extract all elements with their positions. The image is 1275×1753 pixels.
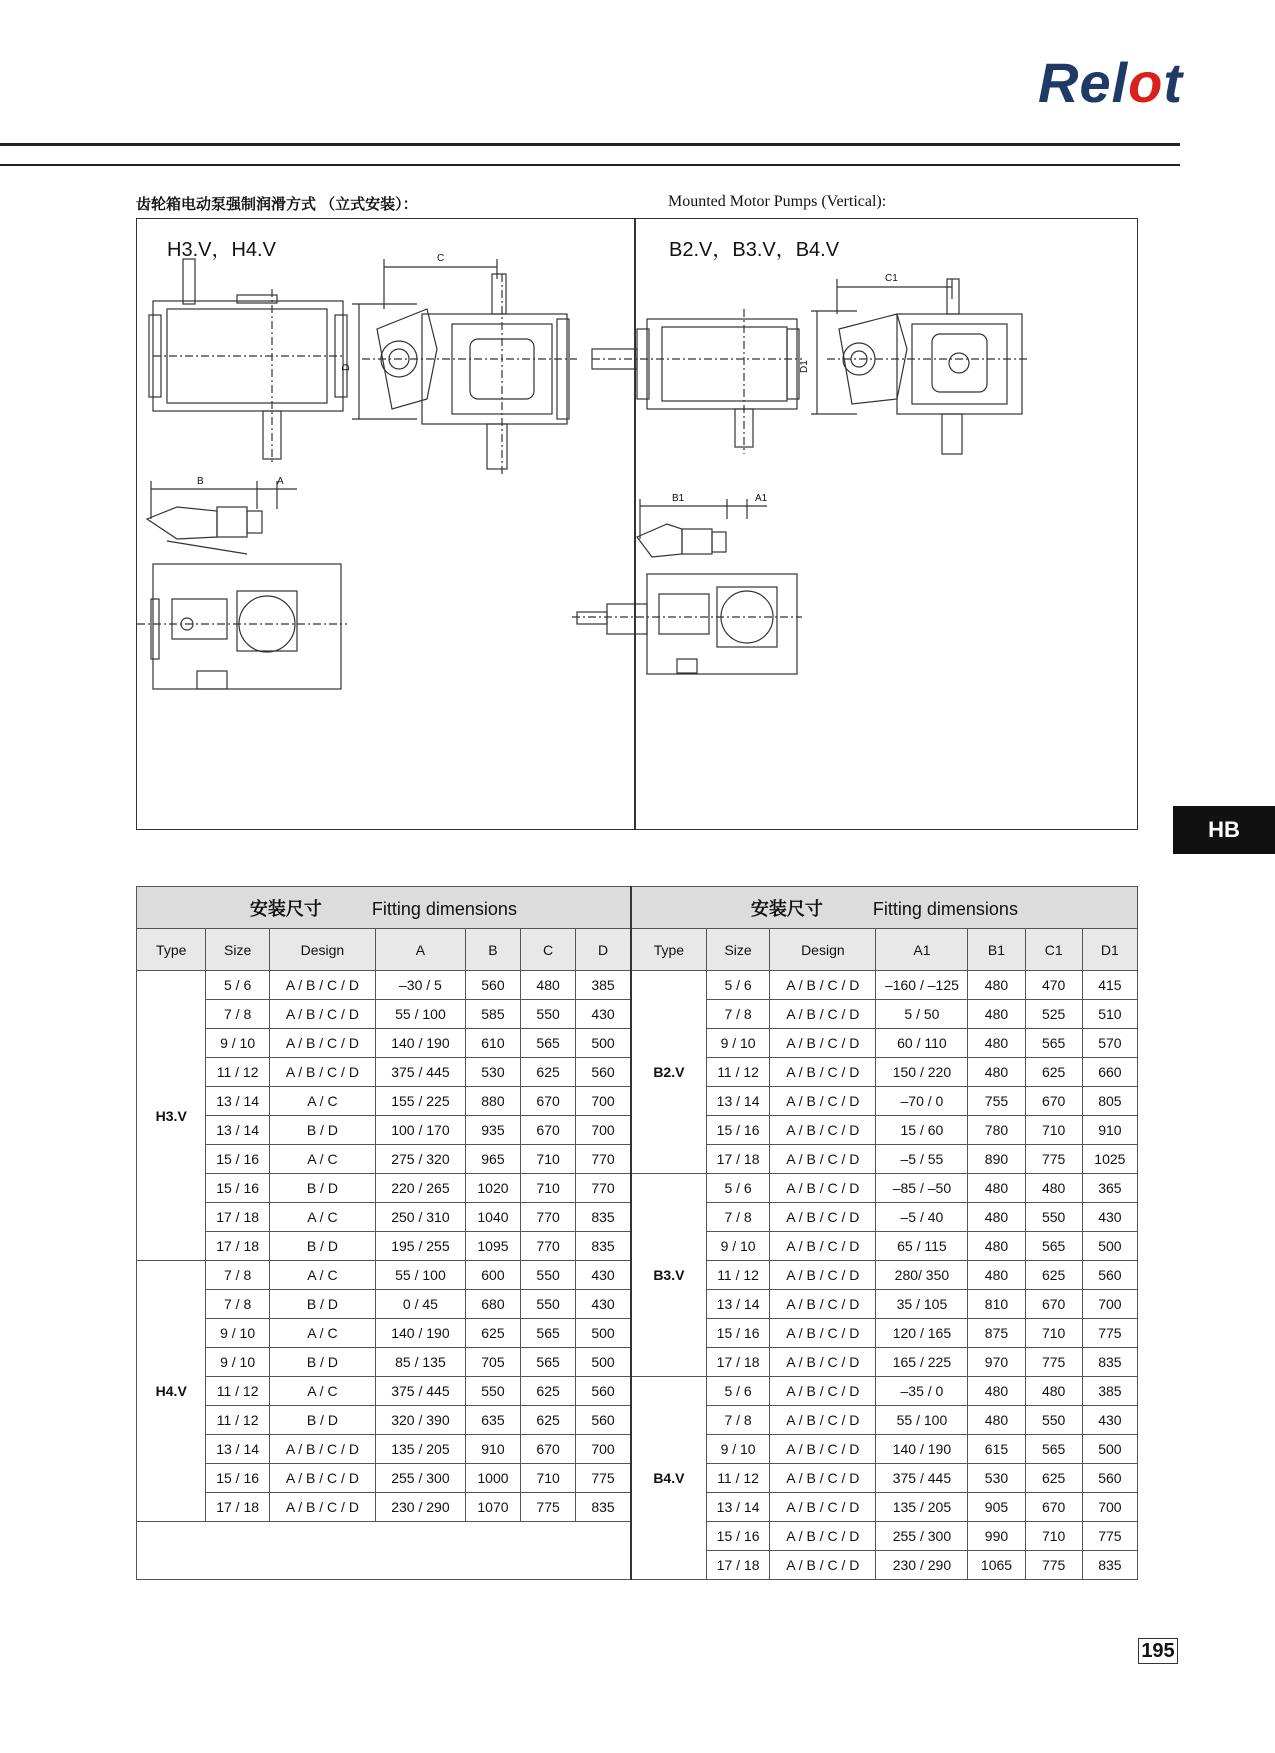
type-cell: B3.V	[631, 1174, 707, 1377]
table-cell: 500	[1082, 1435, 1137, 1464]
table-cell: A / B / C / D	[770, 1406, 876, 1435]
table-cell: 635	[465, 1406, 520, 1435]
table-cell: 9 / 10	[706, 1029, 769, 1058]
table-cell: 15 / 16	[706, 1522, 769, 1551]
table-cell: 550	[521, 1261, 576, 1290]
gearbox-elevation-left	[137, 476, 347, 689]
table-cell: 13 / 14	[206, 1087, 269, 1116]
table-cell: 5 / 50	[876, 1000, 968, 1029]
table-cell: 565	[521, 1029, 576, 1058]
table-cell: A / B / C / D	[269, 1493, 375, 1522]
table-cell: 835	[1082, 1551, 1137, 1580]
table-cell: 415	[1082, 971, 1137, 1000]
table-cell: 660	[1082, 1058, 1137, 1087]
table-cell: 625	[1025, 1058, 1082, 1087]
table-cell: A / B / C / D	[770, 1319, 876, 1348]
table-cell: A / B / C / D	[770, 1116, 876, 1145]
table-cell: 1065	[968, 1551, 1025, 1580]
table-cell: 670	[521, 1435, 576, 1464]
table-cell: 775	[1025, 1551, 1082, 1580]
table-cell: 990	[968, 1522, 1025, 1551]
table-cell: 480	[968, 971, 1025, 1000]
table-cell: A / B / C / D	[770, 1493, 876, 1522]
table-cell: 430	[1082, 1203, 1137, 1232]
table-cell: 13 / 14	[206, 1435, 269, 1464]
table-cell: 470	[1025, 971, 1082, 1000]
table-cell: 255 / 300	[376, 1464, 466, 1493]
table-cell: 565	[1025, 1435, 1082, 1464]
table-cell: 9 / 10	[206, 1348, 269, 1377]
table-cell: 255 / 300	[876, 1522, 968, 1551]
table-cell: 700	[1082, 1290, 1137, 1319]
table-cell: 770	[521, 1203, 576, 1232]
table-cell: 560	[1082, 1464, 1137, 1493]
table-cell: 705	[465, 1348, 520, 1377]
table-cell: 530	[968, 1464, 1025, 1493]
table-cell: 550	[1025, 1406, 1082, 1435]
table-empty-cell	[137, 1522, 631, 1580]
table-cell: 700	[576, 1116, 631, 1145]
table-cell: A / B / C / D	[770, 971, 876, 1000]
gearbox-top-view-right	[592, 309, 802, 454]
table-cell: B / D	[269, 1232, 375, 1261]
col-header: A1	[876, 929, 968, 971]
table-cell: 625	[521, 1058, 576, 1087]
table-cell: 775	[1082, 1522, 1137, 1551]
table-cell: 835	[576, 1203, 631, 1232]
table-cell: 550	[465, 1377, 520, 1406]
table-cell: 550	[521, 1290, 576, 1319]
table-cell: 480	[968, 1406, 1025, 1435]
table-cell: 430	[576, 1261, 631, 1290]
type-cell: H4.V	[137, 1261, 206, 1522]
table-cell: 560	[1082, 1261, 1137, 1290]
table-cell: 480	[968, 1000, 1025, 1029]
gearbox-front-view-left	[341, 253, 577, 474]
table-cell: 755	[968, 1087, 1025, 1116]
table-cell: 35 / 105	[876, 1290, 968, 1319]
table-cell: 100 / 170	[376, 1116, 466, 1145]
table-cell: 120 / 165	[876, 1319, 968, 1348]
table-cell: 195 / 255	[376, 1232, 466, 1261]
table-cell: –35 / 0	[876, 1377, 968, 1406]
table-cell: 480	[1025, 1377, 1082, 1406]
table-cell: 17 / 18	[206, 1203, 269, 1232]
table-cell: 140 / 190	[376, 1319, 466, 1348]
table-cell: 1095	[465, 1232, 520, 1261]
table-cell: 910	[465, 1435, 520, 1464]
brand-logo: Relot	[1038, 51, 1184, 114]
table-cell: 65 / 115	[876, 1232, 968, 1261]
table-cell: 150 / 220	[876, 1058, 968, 1087]
table-cell: 565	[521, 1348, 576, 1377]
table-cell: A / B / C / D	[770, 1551, 876, 1580]
table-cell: 250 / 310	[376, 1203, 466, 1232]
table-cell: 140 / 190	[376, 1029, 466, 1058]
table-cell: A / B / C / D	[770, 1464, 876, 1493]
header-rule	[0, 143, 1180, 146]
table-cell: 680	[465, 1290, 520, 1319]
table-cell: 135 / 205	[376, 1435, 466, 1464]
table-cell: 710	[1025, 1319, 1082, 1348]
table-cell: 430	[576, 1290, 631, 1319]
table-cell: 480	[968, 1232, 1025, 1261]
table-cell: 17 / 18	[206, 1493, 269, 1522]
table-cell: 1025	[1082, 1145, 1137, 1174]
table-cell: 500	[576, 1319, 631, 1348]
table-cell: 875	[968, 1319, 1025, 1348]
type-cell: B4.V	[631, 1377, 707, 1580]
table-cell: B / D	[269, 1174, 375, 1203]
table-cell: 13 / 14	[706, 1087, 769, 1116]
table-cell: 165 / 225	[876, 1348, 968, 1377]
table-cell: A / B / C / D	[770, 1000, 876, 1029]
table-header-row	[137, 929, 1138, 971]
table-cell: 480	[521, 971, 576, 1000]
table-cell: B / D	[269, 1406, 375, 1435]
table-cell: 770	[576, 1145, 631, 1174]
table-cell: A / C	[269, 1377, 375, 1406]
table-cell: 560	[576, 1058, 631, 1087]
table-cell: 835	[1082, 1348, 1137, 1377]
drawing-label-h-series: H3.V，H4.V	[167, 239, 276, 261]
table-cell: 7 / 8	[206, 1000, 269, 1029]
table-cell: A / B / C / D	[269, 1435, 375, 1464]
table-cell: 7 / 8	[706, 1203, 769, 1232]
table-cell: A / B / C / D	[269, 1464, 375, 1493]
col-header: B1	[968, 929, 1025, 971]
col-header: B	[465, 929, 520, 971]
table-cell: 385	[1082, 1377, 1137, 1406]
table-cell: 670	[521, 1116, 576, 1145]
dim-c-label: C	[437, 253, 445, 264]
table-cell: 910	[1082, 1116, 1137, 1145]
type-cell: H3.V	[137, 971, 206, 1261]
caption-chinese: 齿轮箱电动泵强制润滑方式 （立式安装）：	[136, 196, 418, 213]
fitting-dimensions-table	[136, 886, 1138, 1580]
table-cell: 480	[968, 1058, 1025, 1087]
table-cell: 835	[576, 1493, 631, 1522]
table-cell: 670	[1025, 1087, 1082, 1116]
table-cell: 1020	[465, 1174, 520, 1203]
table-cell: 140 / 190	[876, 1435, 968, 1464]
table-cell: 625	[1025, 1261, 1082, 1290]
col-header: C1	[1025, 929, 1082, 971]
table-cell: 55 / 100	[376, 1261, 466, 1290]
table-cell: 500	[576, 1029, 631, 1058]
table-cell: 5 / 6	[706, 971, 769, 1000]
table-cell: –85 / –50	[876, 1174, 968, 1203]
table-cell: 585	[465, 1000, 520, 1029]
table-row	[137, 1174, 1138, 1203]
table-title-en-right: Fitting dimensions	[872, 898, 1018, 919]
table-cell: 625	[521, 1406, 576, 1435]
table-cell: 11 / 12	[706, 1058, 769, 1087]
table-cell: 385	[576, 971, 631, 1000]
table-cell: 9 / 10	[706, 1232, 769, 1261]
col-header: Type	[137, 929, 206, 971]
table-cell: 375 / 445	[376, 1058, 466, 1087]
table-title-right	[631, 887, 1138, 929]
table-cell: 560	[576, 1377, 631, 1406]
table-cell: 775	[576, 1464, 631, 1493]
table-cell: A / B / C / D	[770, 1261, 876, 1290]
table-cell: 615	[968, 1435, 1025, 1464]
table-cell: 880	[465, 1087, 520, 1116]
table-cell: 710	[1025, 1522, 1082, 1551]
table-cell: 15 / 16	[206, 1145, 269, 1174]
table-cell: 13 / 14	[206, 1116, 269, 1145]
table-cell: 560	[465, 971, 520, 1000]
table-cell: 275 / 320	[376, 1145, 466, 1174]
table-cell: 7 / 8	[706, 1406, 769, 1435]
table-cell: 11 / 12	[706, 1464, 769, 1493]
table-cell: –5 / 55	[876, 1145, 968, 1174]
table-cell: A / B / C / D	[770, 1522, 876, 1551]
table-cell: 13 / 14	[706, 1290, 769, 1319]
dim-a-label: A	[277, 476, 284, 487]
table-cell: 0 / 45	[376, 1290, 466, 1319]
col-header: A	[376, 929, 466, 971]
table-cell: 560	[576, 1406, 631, 1435]
table-cell: 1070	[465, 1493, 520, 1522]
table-cell: 320 / 390	[376, 1406, 466, 1435]
table-cell: 500	[1082, 1232, 1137, 1261]
gearbox-elevation-right	[572, 493, 802, 674]
dim-b-label: B	[197, 476, 204, 487]
table-cell: 625	[1025, 1464, 1082, 1493]
table-cell: A / B / C / D	[269, 1000, 375, 1029]
table-cell: A / B / C / D	[770, 1348, 876, 1377]
dim-c1-label: C1	[885, 273, 898, 284]
table-cell: 9 / 10	[706, 1435, 769, 1464]
table-cell: 5 / 6	[706, 1174, 769, 1203]
table-cell: 710	[521, 1145, 576, 1174]
table-cell: 965	[465, 1145, 520, 1174]
table-cell: A / B / C / D	[269, 971, 375, 1000]
table-cell: 970	[968, 1348, 1025, 1377]
table-cell: 5 / 6	[206, 971, 269, 1000]
table-cell: A / C	[269, 1261, 375, 1290]
table-cell: A / B / C / D	[269, 1029, 375, 1058]
table-cell: 810	[968, 1290, 1025, 1319]
table-cell: 905	[968, 1493, 1025, 1522]
table-cell: 700	[576, 1087, 631, 1116]
table-cell: A / B / C / D	[770, 1290, 876, 1319]
table-cell: 610	[465, 1029, 520, 1058]
table-cell: 55 / 100	[376, 1000, 466, 1029]
dim-d1-label: D1	[799, 360, 810, 373]
table-row	[137, 1377, 1138, 1406]
table-cell: 135 / 205	[876, 1493, 968, 1522]
table-cell: A / B / C / D	[770, 1087, 876, 1116]
table-cell: 11 / 12	[206, 1406, 269, 1435]
table-cell: 710	[521, 1464, 576, 1493]
table-title-left	[137, 887, 631, 929]
table-cell: A / B / C / D	[770, 1029, 876, 1058]
table-cell: 600	[465, 1261, 520, 1290]
table-cell: A / B / C / D	[770, 1435, 876, 1464]
table-title-cn: 安装尺寸	[249, 898, 322, 919]
col-header: C	[521, 929, 576, 971]
table-cell: 775	[1082, 1319, 1137, 1348]
table-cell: 220 / 265	[376, 1174, 466, 1203]
table-cell: –30 / 5	[376, 971, 466, 1000]
table-cell: 530	[465, 1058, 520, 1087]
table-cell: B / D	[269, 1290, 375, 1319]
table-cell: 11 / 12	[206, 1058, 269, 1087]
table-cell: 775	[1025, 1348, 1082, 1377]
table-cell: 365	[1082, 1174, 1137, 1203]
table-cell: 710	[521, 1174, 576, 1203]
type-cell: B2.V	[631, 971, 707, 1174]
table-cell: 375 / 445	[876, 1464, 968, 1493]
table-cell: A / C	[269, 1203, 375, 1232]
table-cell: 565	[1025, 1029, 1082, 1058]
table-cell: 480	[968, 1203, 1025, 1232]
table-cell: 5 / 6	[706, 1377, 769, 1406]
table-cell: 11 / 12	[706, 1261, 769, 1290]
gearbox-front-view-right	[799, 273, 1027, 454]
table-cell: 710	[1025, 1116, 1082, 1145]
table-cell: 17 / 18	[706, 1348, 769, 1377]
table-cell: 430	[1082, 1406, 1137, 1435]
caption-english: Mounted Motor Pumps (Vertical):	[668, 193, 887, 210]
table-title-en: Fitting dimensions	[371, 898, 517, 919]
table-cell: B / D	[269, 1116, 375, 1145]
table-cell: 835	[576, 1232, 631, 1261]
table-cell: 230 / 290	[876, 1551, 968, 1580]
table-cell: 565	[1025, 1232, 1082, 1261]
table-cell: A / B / C / D	[269, 1058, 375, 1087]
table-cell: 770	[576, 1174, 631, 1203]
table-cell: 15 / 16	[206, 1464, 269, 1493]
table-cell: 17 / 18	[706, 1145, 769, 1174]
table-cell: 480	[968, 1174, 1025, 1203]
table-cell: 770	[521, 1232, 576, 1261]
table-cell: 670	[521, 1087, 576, 1116]
table-cell: 480	[968, 1029, 1025, 1058]
table-cell: 775	[1025, 1145, 1082, 1174]
col-header: Design	[770, 929, 876, 971]
table-cell: 670	[1025, 1290, 1082, 1319]
table-cell: 525	[1025, 1000, 1082, 1029]
table-cell: 11 / 12	[206, 1377, 269, 1406]
table-cell: –70 / 0	[876, 1087, 968, 1116]
table-cell: A / B / C / D	[770, 1232, 876, 1261]
drawing-label-b-series: B2.V，B3.V，B4.V	[669, 239, 840, 261]
page-number: 195	[1138, 1638, 1178, 1664]
table-cell: 15 / 16	[206, 1174, 269, 1203]
table-cell: 55 / 100	[876, 1406, 968, 1435]
table-cell: A / B / C / D	[770, 1174, 876, 1203]
table-cell: 700	[576, 1435, 631, 1464]
header-rule-secondary	[0, 164, 1180, 166]
table-cell: 480	[968, 1261, 1025, 1290]
table-cell: 230 / 290	[376, 1493, 466, 1522]
table-cell: A / C	[269, 1319, 375, 1348]
table-cell: 565	[521, 1319, 576, 1348]
table-cell: 9 / 10	[206, 1029, 269, 1058]
table-cell: 805	[1082, 1087, 1137, 1116]
table-cell: 430	[576, 1000, 631, 1029]
table-cell: 775	[521, 1493, 576, 1522]
col-header: D	[576, 929, 631, 971]
table-cell: 700	[1082, 1493, 1137, 1522]
table-cell: 375 / 445	[376, 1377, 466, 1406]
table-cell: 625	[521, 1377, 576, 1406]
table-cell: 570	[1082, 1029, 1137, 1058]
table-cell: 280/ 350	[876, 1261, 968, 1290]
table-cell: 9 / 10	[206, 1319, 269, 1348]
table-cell: 500	[576, 1348, 631, 1377]
table-cell: 155 / 225	[376, 1087, 466, 1116]
table-cell: A / C	[269, 1145, 375, 1174]
col-header: Size	[706, 929, 769, 971]
table-cell: A / C	[269, 1087, 375, 1116]
table-cell: A / B / C / D	[770, 1203, 876, 1232]
table-cell: 7 / 8	[206, 1261, 269, 1290]
table-cell: 935	[465, 1116, 520, 1145]
table-cell: B / D	[269, 1348, 375, 1377]
table-cell: 480	[1025, 1174, 1082, 1203]
table-cell: 85 / 135	[376, 1348, 466, 1377]
table-cell: A / B / C / D	[770, 1145, 876, 1174]
table-cell: –160 / –125	[876, 971, 968, 1000]
table-cell: A / B / C / D	[770, 1377, 876, 1406]
table-title-cn-right: 安装尺寸	[750, 898, 823, 919]
dim-d-label: D	[341, 363, 352, 371]
table-cell: 7 / 8	[206, 1290, 269, 1319]
table-cell: 15 / 16	[706, 1319, 769, 1348]
table-cell: 17 / 18	[206, 1232, 269, 1261]
table-cell: 1000	[465, 1464, 520, 1493]
dim-b1-label: B1	[672, 493, 685, 504]
table-cell: 670	[1025, 1493, 1082, 1522]
col-header: D1	[1082, 929, 1137, 971]
table-cell: 1040	[465, 1203, 520, 1232]
table-cell: 550	[1025, 1203, 1082, 1232]
table-cell: 13 / 14	[706, 1493, 769, 1522]
table-cell: 480	[968, 1377, 1025, 1406]
table-title-row	[137, 887, 1138, 929]
gearbox-top-view-left	[149, 259, 347, 464]
table-cell: 550	[521, 1000, 576, 1029]
technical-drawings-panel	[136, 218, 1138, 830]
table-row	[137, 971, 1138, 1000]
table-cell: 7 / 8	[706, 1000, 769, 1029]
col-header: Type	[631, 929, 707, 971]
table-cell: –5 / 40	[876, 1203, 968, 1232]
table-cell: 780	[968, 1116, 1025, 1145]
col-header: Size	[206, 929, 269, 971]
table-cell: 510	[1082, 1000, 1137, 1029]
table-cell: 17 / 18	[706, 1551, 769, 1580]
table-cell: 15 / 60	[876, 1116, 968, 1145]
table-cell: A / B / C / D	[770, 1058, 876, 1087]
section-tab: HB	[1173, 806, 1275, 854]
table-cell: 60 / 110	[876, 1029, 968, 1058]
gearbox-drawings	[137, 219, 1137, 829]
table-cell: 625	[465, 1319, 520, 1348]
table-cell: 15 / 16	[706, 1116, 769, 1145]
col-header: Design	[269, 929, 375, 971]
table-cell: 890	[968, 1145, 1025, 1174]
dim-a1-label: A1	[755, 493, 768, 504]
